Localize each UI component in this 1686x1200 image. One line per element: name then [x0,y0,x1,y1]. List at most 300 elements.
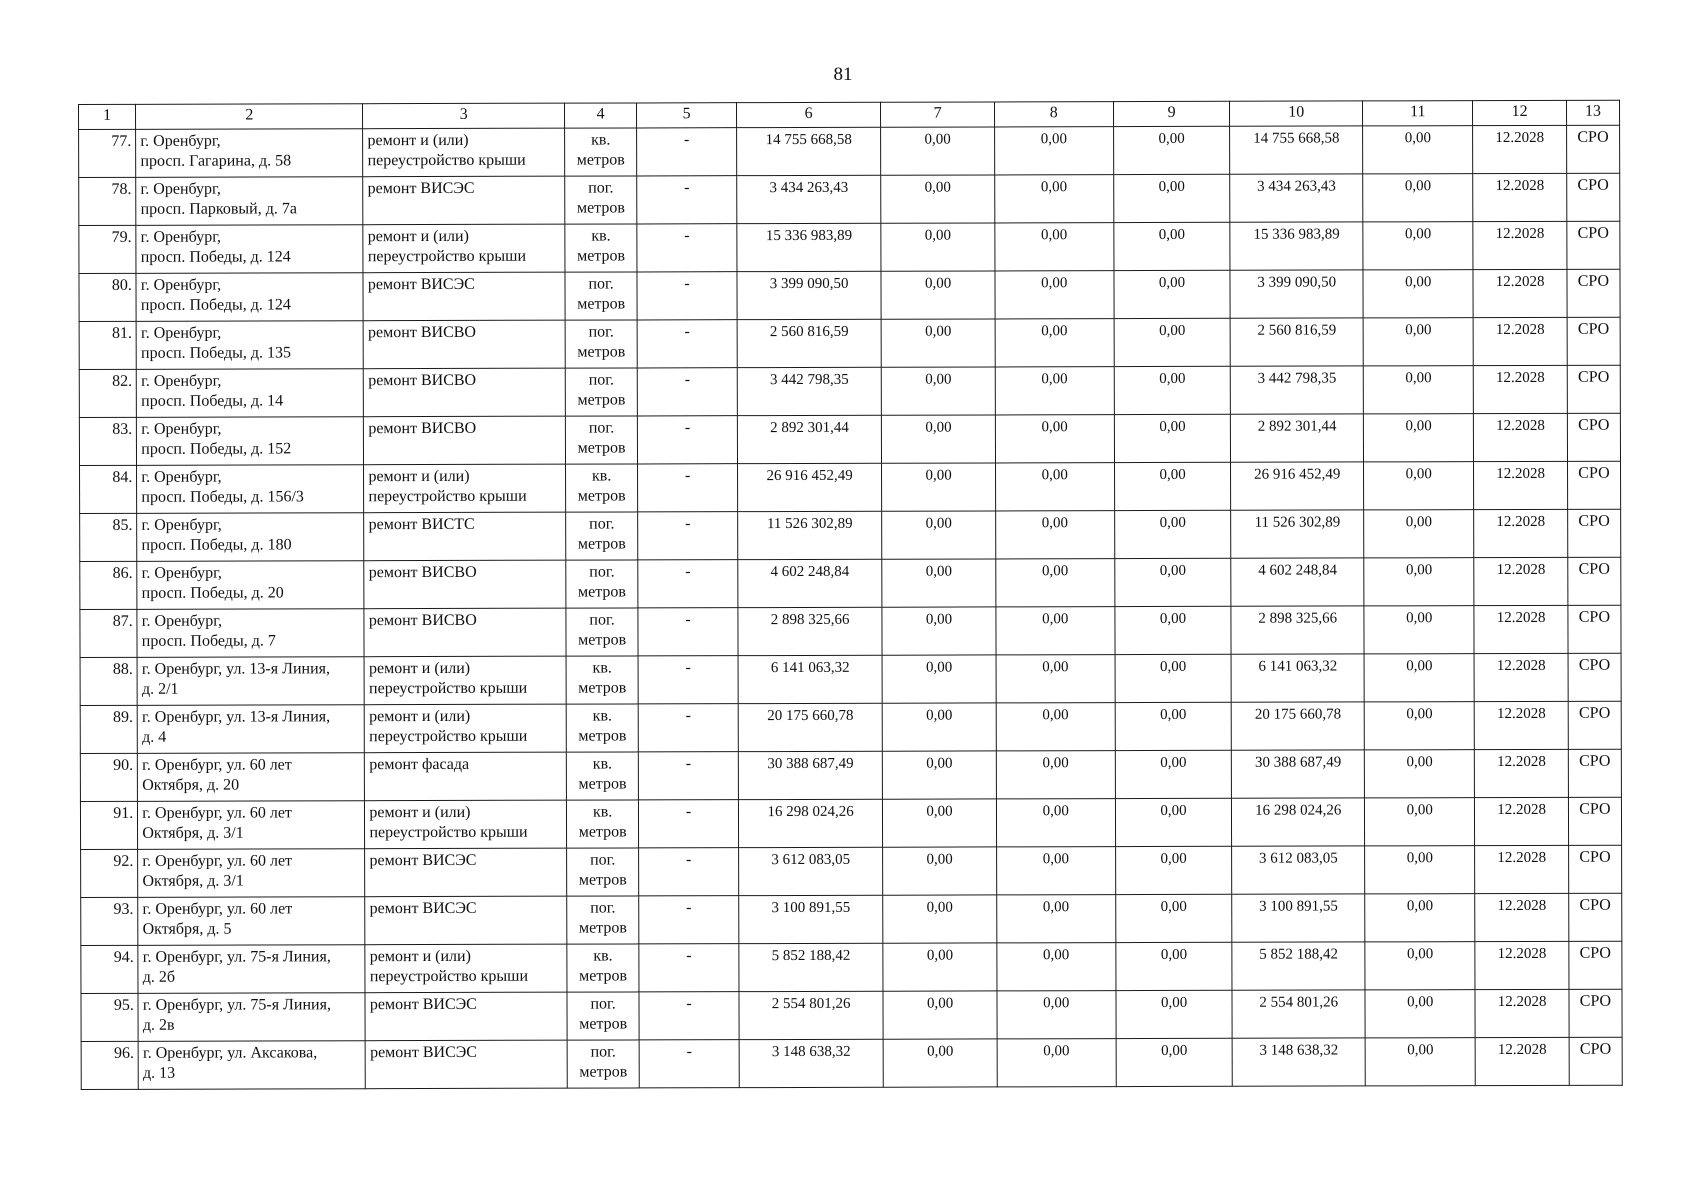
unit-cell [566,464,638,512]
address-cell-line2: просп. Победы, д. 20 [141,584,284,602]
address-cell-line1: г. Оренбург, ул. 60 лет [142,852,293,870]
column-8-cell: 0,00 [995,175,1114,223]
table-row [79,269,1620,321]
column-5-cell: - [638,512,738,560]
address-cell [138,897,365,946]
column-10-cell: 16 298 024,26 [1232,798,1365,846]
column-header: 7 [881,102,995,127]
total-cost-cell: 30 388 687,49 [738,751,882,799]
column-11-cell: 0,00 [1365,990,1475,1038]
work-type-cell-line1: ремонт ВИСВО [368,323,476,342]
column-10-cell: 30 388 687,49 [1232,750,1365,798]
work-type-cell [364,464,566,513]
column-10-cell: 3 148 638,32 [1233,1038,1366,1086]
table-row [81,893,1622,945]
unit-cell-line1: пог. [590,899,616,917]
address-cell-line2: просп. Победы, д. 156/3 [141,488,304,506]
address-cell-line1: г. Оренбург, ул. 60 лет [142,756,292,774]
work-type-cell-line1: ремонт фасада [369,755,470,774]
address-cell [136,321,363,370]
completion-date-cell: 12.2028 [1473,269,1567,317]
work-type-cell [365,704,567,753]
unit-cell-line1: пог. [589,515,615,533]
completion-date-cell: 12.2028 [1475,893,1569,941]
table-row [81,941,1622,993]
column-9-cell: 0,00 [1114,222,1231,270]
work-type-cell-line1: ремонт и (или) [368,659,471,678]
contractor-cell: СРО [1568,749,1621,797]
address-cell [137,369,364,418]
unit-cell-line2: метров [578,775,627,793]
contractor-cell: СРО [1569,989,1622,1037]
column-7-cell: 0,00 [882,607,996,655]
column-8-cell: 0,00 [996,799,1115,847]
work-type-cell-line1: ремонт ВИСЭС [369,995,477,1014]
table-row [79,317,1620,369]
contractor-cell: СРО [1567,173,1620,221]
column-10-cell: 3 399 090,50 [1230,270,1363,318]
total-cost-cell: 2 898 325,66 [738,607,882,655]
contractor-cell: СРО [1567,461,1620,509]
table-row [79,413,1620,465]
column-11-cell: 0,00 [1363,222,1473,270]
column-9-cell: 0,00 [1116,1038,1233,1086]
address-cell-line1: г. Оренбург, [141,420,222,438]
column-11-cell: 0,00 [1364,654,1474,702]
address-cell-line1: г. Оренбург, [140,180,221,198]
column-5-cell: - [638,704,738,752]
column-7-cell: 0,00 [883,1039,997,1087]
address-cell [136,273,363,322]
column-11-cell: 0,00 [1365,798,1475,846]
repair-program-table [78,100,1623,1090]
work-type-cell-line2: переустройство крыши [367,247,527,266]
work-type-cell [363,128,565,177]
column-9-cell: 0,00 [1113,126,1230,174]
unit-cell-line2: метров [577,343,626,361]
column-10-cell: 4 602 248,84 [1231,558,1364,606]
address-cell-line1: г. Оренбург, ул. 75-я Линия, [142,996,331,1014]
work-type-cell-line1: ремонт ВИСТС [368,515,475,534]
row-number-cell: 88. [80,657,137,705]
table-row [80,797,1621,849]
work-type-cell-line1: ремонт ВИСЭС [370,1043,478,1062]
unit-cell-line1: кв. [592,707,613,725]
unit-cell [565,368,637,416]
work-type-cell-line2: переустройство крыши [367,151,526,170]
address-cell-line2: д. 2в [142,1016,175,1034]
column-5-cell: - [637,176,737,224]
address-cell-line2: Октября, д. 3/1 [142,824,244,842]
work-type-cell-line1: ремонт ВИСЭС [369,851,477,870]
unit-cell-line2: метров [577,439,626,457]
column-9-cell: 0,00 [1115,606,1232,654]
column-10-cell: 26 916 452,49 [1231,462,1364,510]
work-type-cell-line1: ремонт и (или) [369,707,471,726]
column-7-cell: 0,00 [882,559,996,607]
unit-cell-line2: метров [578,871,627,889]
column-5-cell: - [637,224,737,272]
completion-date-cell: 12.2028 [1474,461,1568,509]
row-number-cell: 79. [79,225,136,273]
column-5-cell: - [638,560,738,608]
column-5-cell: - [639,896,739,944]
column-11-cell: 0,00 [1365,846,1475,894]
column-10-cell: 6 141 063,32 [1231,654,1364,702]
address-cell-line2: просп. Победы, д. 124 [140,248,291,266]
work-type-cell [363,176,565,225]
column-7-cell: 0,00 [881,223,995,271]
unit-cell-line2: метров [577,583,626,601]
column-9-cell: 0,00 [1115,798,1232,846]
unit-cell-line1: пог. [588,275,614,293]
unit-cell [565,272,637,320]
work-type-cell-line1: ремонт ВИСЭС [367,275,475,294]
column-8-cell: 0,00 [997,943,1116,991]
unit-cell-line1: кв. [593,947,613,965]
unit-cell-line2: метров [578,919,627,937]
table-row [81,845,1622,897]
column-7-cell: 0,00 [881,127,995,175]
contractor-cell: СРО [1567,221,1620,269]
completion-date-cell: 12.2028 [1475,845,1569,893]
column-7-cell: 0,00 [882,463,996,511]
column-11-cell: 0,00 [1364,462,1474,510]
column-9-cell: 0,00 [1113,174,1230,222]
total-cost-cell: 3 442 798,35 [737,367,881,415]
column-10-cell: 3 434 263,43 [1230,174,1363,222]
completion-date-cell: 12.2028 [1474,509,1568,557]
work-type-cell-line1: ремонт ВИСЭС [369,899,477,918]
row-number-cell: 90. [80,753,137,801]
work-type-cell-line2: переустройство крыши [369,967,529,986]
work-type-cell [365,800,567,849]
unit-cell-line1: кв. [591,227,611,245]
column-9-cell: 0,00 [1114,462,1231,510]
column-11-cell: 0,00 [1364,702,1474,750]
work-type-cell-line1: ремонт ВИСЭС [367,179,475,198]
column-8-cell: 0,00 [995,367,1114,415]
address-cell-line1: г. Оренбург, ул. 60 лет [142,804,292,822]
work-type-cell-line1: ремонт и (или) [369,947,471,966]
table-body [79,125,1623,1089]
unit-cell-line2: метров [579,967,628,985]
column-11-cell: 0,00 [1365,942,1475,990]
work-type-cell-line1: ремонт ВИСВО [368,419,477,438]
address-cell [138,849,365,898]
row-number-cell: 89. [80,705,137,753]
column-8-cell: 0,00 [995,415,1114,463]
column-5-cell: - [639,992,739,1040]
row-number-cell: 87. [80,609,137,657]
column-5-cell: - [639,800,739,848]
column-header: 8 [994,102,1113,127]
column-5-cell: - [639,848,739,896]
unit-cell [567,896,639,944]
column-10-cell: 2 554 801,26 [1232,990,1365,1038]
address-cell [137,465,364,514]
total-cost-cell: 26 916 452,49 [737,463,881,511]
table-row [79,173,1620,225]
column-7-cell: 0,00 [883,943,997,991]
total-cost-cell: 2 892 301,44 [737,415,881,463]
unit-cell [566,752,638,800]
unit-cell-line1: пог. [590,851,616,869]
column-10-cell: 11 526 302,89 [1231,510,1364,558]
work-type-cell [364,560,566,609]
column-11-cell: 0,00 [1365,894,1475,942]
address-cell-line1: г. Оренбург, [140,276,222,294]
column-5-cell: - [637,128,737,176]
address-cell [136,177,363,226]
column-8-cell: 0,00 [995,463,1114,511]
column-9-cell: 0,00 [1115,894,1232,942]
column-11-cell: 0,00 [1364,606,1474,654]
address-cell [137,609,364,658]
address-cell-line2: д. 13 [142,1064,176,1082]
work-type-cell [366,1040,568,1089]
column-5-cell: - [638,464,738,512]
address-cell [136,225,363,274]
column-7-cell: 0,00 [883,991,997,1039]
column-7-cell: 0,00 [882,415,996,463]
address-cell-line2: Октября, д. 3/1 [142,872,244,890]
address-cell [137,417,364,466]
column-11-cell: 0,00 [1363,270,1473,318]
unit-cell-line2: метров [579,1015,628,1033]
unit-cell-line1: пог. [588,323,614,341]
unit-cell [567,848,639,896]
unit-cell-line1: пог. [588,371,615,389]
contractor-cell: СРО [1566,125,1619,173]
column-7-cell: 0,00 [882,703,996,751]
column-7-cell: 0,00 [883,895,997,943]
column-11-cell: 0,00 [1363,126,1473,174]
address-cell-line1: г. Оренбург, [141,468,222,486]
unit-cell-line2: метров [578,679,627,697]
column-10-cell: 15 336 983,89 [1230,222,1363,270]
row-number-cell: 91. [80,801,137,849]
address-cell-line1: г. Оренбург, ул. 75-я Линия, [142,948,331,966]
completion-date-cell: 12.2028 [1475,749,1569,797]
contractor-cell: СРО [1569,893,1622,941]
unit-cell-line2: метров [578,727,627,745]
contractor-cell: СРО [1567,413,1620,461]
address-cell-line2: просп. Победы, д. 14 [141,392,284,410]
unit-cell-line2: метров [577,391,626,409]
address-cell [138,945,365,994]
column-11-cell: 0,00 [1363,414,1473,462]
total-cost-cell: 6 141 063,32 [738,655,882,703]
unit-cell-line2: метров [577,535,626,553]
column-7-cell: 0,00 [883,847,997,895]
completion-date-cell: 12.2028 [1473,221,1567,269]
contractor-cell: СРО [1569,1037,1622,1085]
completion-date-cell: 12.2028 [1474,413,1568,461]
unit-cell [566,560,638,608]
total-cost-cell: 3 100 891,55 [739,895,883,943]
table-row [80,461,1621,513]
completion-date-cell: 12.2028 [1475,701,1569,749]
column-5-cell: - [639,752,739,800]
address-cell-line2: просп. Победы, д. 7 [141,632,276,650]
column-10-cell: 5 852 188,42 [1232,942,1365,990]
work-type-cell [364,368,566,417]
column-8-cell: 0,00 [996,607,1115,655]
total-cost-cell: 3 148 638,32 [739,1039,883,1087]
contractor-cell: СРО [1567,365,1620,413]
column-8-cell: 0,00 [997,991,1116,1039]
address-cell-line1: г. Оренбург, [140,132,221,150]
table-row [80,653,1621,705]
unit-cell-line1: пог. [590,995,616,1013]
work-type-cell [364,320,566,369]
table-row [80,605,1621,657]
column-8-cell: 0,00 [997,1039,1116,1087]
address-cell-line2: просп. Гагарина, д. 58 [140,152,292,170]
column-5-cell: - [638,416,738,464]
column-9-cell: 0,00 [1114,558,1231,606]
work-type-cell [365,848,567,897]
column-header: 6 [736,102,880,127]
address-cell-line1: г. Оренбург, [141,612,223,630]
column-11-cell: 0,00 [1364,750,1474,798]
address-cell-line2: просп. Победы, д. 180 [141,536,292,554]
total-cost-cell: 2 560 816,59 [737,319,881,367]
unit-cell-line2: метров [576,151,625,169]
address-cell-line2: просп. Победы, д. 135 [140,344,292,362]
unit-cell-line2: метров [579,1063,628,1081]
address-cell-line2: просп. Победы, д. 152 [141,440,292,458]
column-10-cell: 3 612 083,05 [1232,846,1365,894]
completion-date-cell: 12.2028 [1473,125,1567,173]
work-type-cell-line1: ремонт и (или) [369,803,471,822]
completion-date-cell: 12.2028 [1475,941,1569,989]
contractor-cell: СРО [1567,317,1620,365]
contractor-cell: СРО [1568,653,1621,701]
work-type-cell [364,512,566,561]
column-header: 4 [565,103,637,128]
table-row [81,1037,1622,1089]
unit-cell-line2: метров [577,295,626,313]
column-11-cell: 0,00 [1363,318,1473,366]
column-header: 5 [637,103,737,128]
work-type-cell [364,656,566,705]
column-11-cell: 0,00 [1365,1038,1475,1086]
unit-cell-line1: пог. [589,611,615,629]
unit-cell [565,224,637,272]
work-type-cell [363,272,565,321]
unit-cell-line1: кв. [591,467,612,485]
column-7-cell: 0,00 [883,751,997,799]
work-type-cell-line2: переустройство крыши [369,679,528,698]
unit-cell-line1: пог. [588,179,614,197]
column-10-cell: 20 175 660,78 [1232,702,1365,750]
unit-cell-line2: метров [577,487,626,505]
page-number: 81 [833,64,853,85]
row-number-cell: 85. [80,513,137,561]
column-7-cell: 0,00 [881,271,995,319]
column-8-cell: 0,00 [996,655,1115,703]
work-type-cell-line1: ремонт ВИСВО [368,611,477,630]
work-type-cell-line1: ремонт и (или) [368,467,470,486]
work-type-cell [364,608,566,657]
address-cell-line1: г. Оренбург, [141,564,222,582]
address-cell [136,129,363,178]
completion-date-cell: 12.2028 [1474,605,1568,653]
row-number-cell: 96. [81,1041,138,1089]
column-5-cell: - [637,320,737,368]
address-cell-line1: г. Оренбург, ул. 13-я Линия, [141,660,331,678]
address-cell-line2: Октября, д. 5 [142,920,232,938]
column-8-cell: 0,00 [995,223,1114,271]
address-cell [138,753,365,802]
total-cost-cell: 15 336 983,89 [737,223,881,271]
contractor-cell: СРО [1567,509,1620,557]
unit-cell [566,704,638,752]
address-cell [138,993,365,1042]
address-cell [137,513,364,562]
column-9-cell: 0,00 [1114,318,1231,366]
total-cost-cell: 3 399 090,50 [737,271,881,319]
work-type-cell-line1: ремонт ВИСВО [368,563,477,582]
column-8-cell: 0,00 [996,703,1115,751]
row-number-cell: 77. [79,129,136,177]
row-number-cell: 95. [81,993,138,1041]
column-8-cell: 0,00 [995,511,1114,559]
table-row [79,221,1620,273]
row-number-cell: 80. [79,273,136,321]
row-number-cell: 93. [81,897,138,945]
column-10-cell: 2 560 816,59 [1231,318,1364,366]
address-cell-line2: Октября, д. 20 [142,776,240,794]
address-cell-line2: д. 4 [142,728,167,746]
column-5-cell: - [637,368,737,416]
unit-cell-line2: метров [577,247,626,265]
unit-cell [566,800,638,848]
total-cost-cell: 20 175 660,78 [738,703,882,751]
total-cost-cell: 3 612 083,05 [739,847,883,895]
completion-date-cell: 12.2028 [1474,365,1568,413]
work-type-cell [365,752,567,801]
column-8-cell: 0,00 [994,127,1113,175]
column-7-cell: 0,00 [882,655,996,703]
column-8-cell: 0,00 [997,895,1116,943]
unit-cell-line1: пог. [588,419,615,437]
unit-cell [565,416,637,464]
column-header: 12 [1473,100,1566,125]
table-row [79,125,1620,177]
unit-cell-line1: кв. [592,755,613,773]
total-cost-cell: 2 554 801,26 [739,991,883,1039]
column-8-cell: 0,00 [995,319,1114,367]
contractor-cell: СРО [1568,605,1621,653]
column-10-cell: 3 442 798,35 [1231,366,1364,414]
completion-date-cell: 12.2028 [1475,989,1569,1037]
column-10-cell: 3 100 891,55 [1232,894,1365,942]
address-cell-line2: просп. Парковый, д. 7а [140,200,297,218]
column-9-cell: 0,00 [1115,846,1232,894]
column-7-cell: 0,00 [882,367,996,415]
table-row [80,701,1621,753]
table-row [80,749,1621,801]
unit-cell-line2: метров [578,631,627,649]
address-cell [138,801,365,850]
unit-cell [567,1040,639,1088]
contractor-cell: СРО [1567,269,1620,317]
work-type-cell [365,896,567,945]
row-number-cell: 86. [80,561,137,609]
